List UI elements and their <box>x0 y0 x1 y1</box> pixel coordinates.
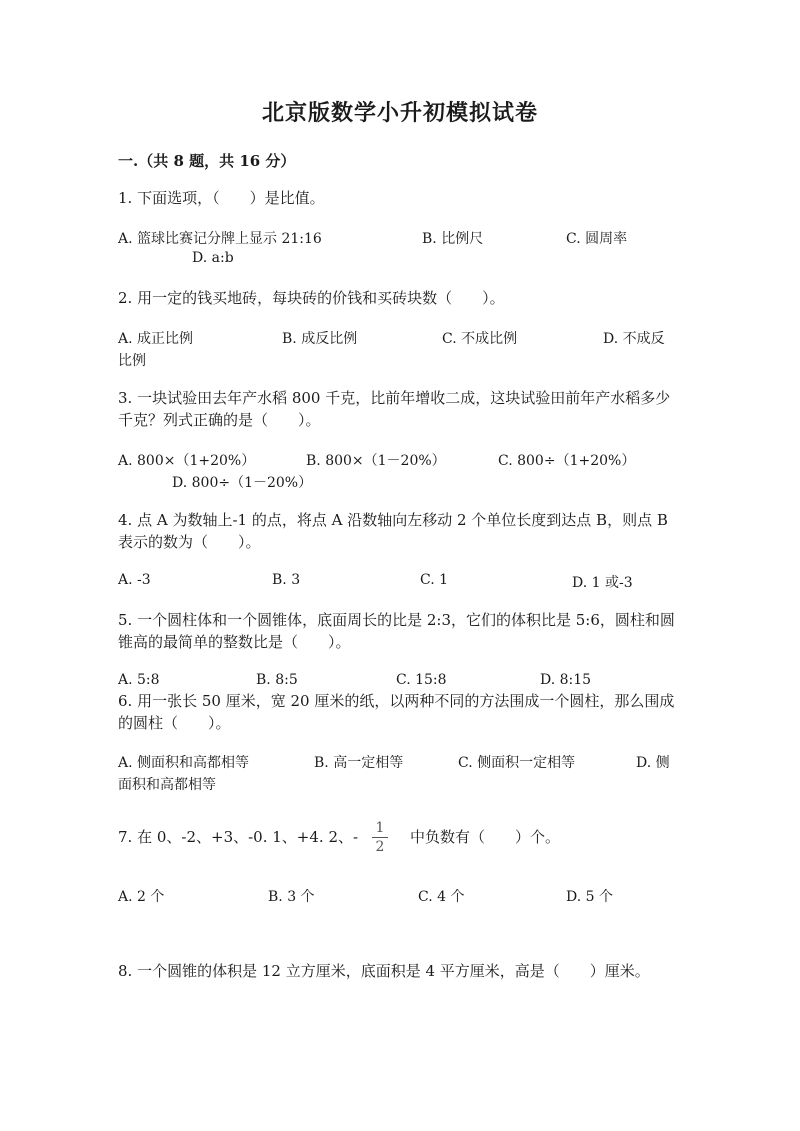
question-6-option-c: C. 侧面积一定相等 <box>458 755 576 771</box>
question-5-option-a: A. 5:8 <box>118 672 160 688</box>
question-2-option-c: C. 不成比例 <box>442 331 518 347</box>
question-1-option-b: B. 比例尺 <box>422 231 484 247</box>
question-1-option-c: C. 圆周率 <box>566 231 628 247</box>
question-6-option-d: D. 侧 <box>636 755 670 771</box>
question-1-option-d: D. a:b <box>192 250 234 266</box>
question-3-option-c: C. 800÷（1+20%） <box>498 453 636 469</box>
question-2-stem: 2. 用一定的钱买地砖，每块砖的价钱和买砖块数（ ）。 <box>118 289 505 307</box>
question-4-option-d: D. 1 或-3 <box>572 575 633 591</box>
question-3-option-a: A. 800×（1+20%） <box>118 453 256 469</box>
question-7-option-d: D. 5 个 <box>566 889 613 905</box>
question-5-option-d: D. 8:15 <box>540 672 592 688</box>
question-2-option-b: B. 成反比例 <box>282 331 358 347</box>
question-4-option-a: A. -3 <box>118 572 151 588</box>
question-5-stem: 5. 一个圆柱体和一个圆锥体，底面周长的比是 2:3，它们的体积比是 5:6，圆柱和圆锥高的最简单的整数比是（ ）。 <box>118 611 675 651</box>
question-7-stem: 7. 在 0、-2、+3、-0. 1、+4. 2、- <box>118 828 359 846</box>
question-7-option-c: C. 4 个 <box>418 889 465 905</box>
question-4-stem: 4. 点 A 为数轴上-1 的点，将点 A 沿数轴向左移动 2 个单位长度到达点 B，则点 B 表示的数为（ ）。 <box>118 511 668 551</box>
question-1-option-a: A. 篮球比赛记分牌上显示 21:16 <box>118 231 322 247</box>
fraction-denominator: 2 <box>375 839 385 855</box>
page-title: 北京版数学小升初模拟试卷 <box>261 100 538 126</box>
fraction-numerator: 1 <box>375 820 385 836</box>
question-3-stem: 3. 一块试验田去年产水稻 800 千克，比前年增收二成，这块试验田前年产水稻多少千克？列式正确的是（ ）。 <box>118 389 671 429</box>
question-6-option-d-wrap: 面积和高都相等 <box>118 777 216 793</box>
question-7-option-b: B. 3 个 <box>268 889 315 905</box>
question-3-option-b: B. 800×（1－20%） <box>306 453 446 469</box>
question-2-option-d-wrap: 比例 <box>118 353 146 369</box>
question-6-option-a: A. 侧面积和高都相等 <box>118 755 250 771</box>
question-6-option-b: B. 高一定相等 <box>314 755 404 771</box>
question-4-option-c: C. 1 <box>420 572 449 588</box>
question-3-option-d: D. 800÷（1－20%） <box>172 475 313 491</box>
question-1-stem: 1. 下面选项，（ ）是比值。 <box>118 189 325 207</box>
question-5-option-b: B. 8:5 <box>256 672 298 688</box>
question-6-stem: 6. 用一张长 50 厘米，宽 20 厘米的纸，以两种不同的方法围成一个圆柱，那么围成的圆柱（ ）。 <box>118 692 675 732</box>
question-8-stem: 8. 一个圆锥的体积是 12 立方厘米，底面积是 4 平方厘米，高是（ ）厘米。 <box>118 962 650 980</box>
fraction-bar <box>372 837 388 838</box>
section-heading: 一.（共 8 题，共 16 分） <box>118 152 296 170</box>
question-2-option-d: D. 不成反 <box>603 331 665 347</box>
fraction-one-half <box>372 820 388 855</box>
question-4-option-b: B. 3 <box>272 572 301 588</box>
question-5-option-c: C. 15:8 <box>396 672 447 688</box>
question-7-option-a: A. 2 个 <box>118 889 165 905</box>
question-2-option-a: A. 成正比例 <box>118 331 194 347</box>
question-7-stem-end: 中负数有（ ）个。 <box>410 828 561 846</box>
